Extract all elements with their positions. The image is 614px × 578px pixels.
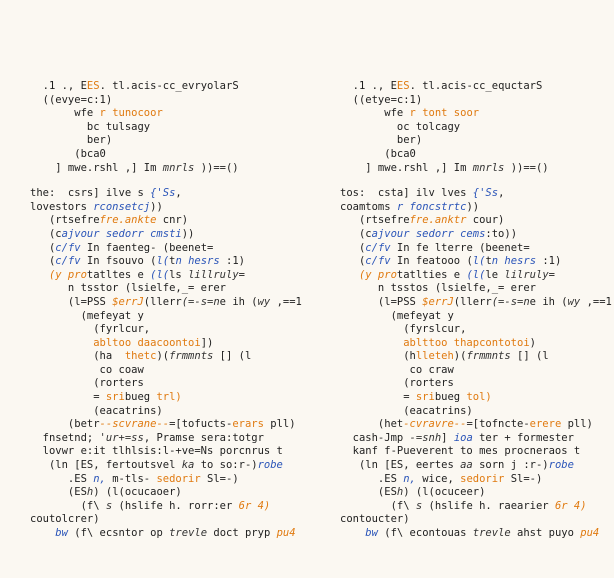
code-token: ( [340, 255, 366, 268]
code-token: (bca0 [340, 147, 416, 160]
code-token: 6r 4) [554, 499, 587, 512]
code-token: bw [55, 527, 68, 539]
code-token: co coaw [30, 363, 144, 376]
code-token: {'Ss [150, 187, 176, 200]
code-line [30, 296, 320, 310]
code-line [30, 527, 320, 541]
code-line [340, 148, 614, 162]
code-line [340, 513, 614, 527]
code-token: sorn j :r-) [472, 459, 549, 472]
code-token: =[tofucts- [169, 418, 233, 431]
code-line [30, 201, 320, 215]
code-token: ] mwe.rshl ,] Im [30, 161, 163, 174]
code-token: t [169, 255, 176, 268]
code-line [340, 296, 614, 310]
code-token: h [86, 486, 94, 499]
code-line [30, 121, 320, 135]
code-line [340, 282, 614, 296]
code-token: (ha [30, 350, 125, 363]
code-token: (eacatrins) [340, 404, 473, 417]
code-token: ((evye=c:1) [30, 93, 113, 106]
code-token: cour) [466, 214, 505, 227]
code-line [30, 187, 320, 201]
code-token: mnrls [162, 161, 195, 174]
code-token: s [415, 499, 423, 512]
code-token: lilruly [504, 268, 549, 281]
code-token: (f\ [340, 499, 416, 512]
code-token: erars [232, 418, 264, 431]
code-token: frmmnts [169, 350, 214, 363]
code-token: = [340, 391, 416, 404]
code-token: wy [257, 295, 271, 308]
code-token: ] [441, 431, 454, 444]
code-line [30, 148, 320, 162]
code-token: ter + formester [472, 431, 574, 444]
code-token: h [396, 486, 404, 499]
code-token: ) [529, 336, 536, 349]
code-line [340, 310, 614, 324]
code-token: sri [415, 391, 435, 404]
code-token: oc tolcagy [340, 120, 461, 133]
code-token: = [30, 391, 106, 404]
code-line [30, 282, 320, 296]
code-line [340, 459, 614, 473]
code-line [340, 432, 614, 446]
code-line [30, 459, 320, 473]
code-token: (hslife h. rorr:er [112, 499, 239, 512]
code-token: l( [156, 255, 170, 268]
code-line [30, 134, 320, 148]
code-token: c/fv [365, 241, 391, 254]
code-token: doct pryp [207, 527, 277, 539]
code-token: )) [150, 200, 163, 213]
code-token: mnrls [472, 161, 505, 174]
code-token: (f\ [30, 499, 106, 512]
code-token: (ln [ES, fertoutsvel [30, 459, 182, 472]
code-token: (=-s=n [181, 295, 220, 308]
code-token: In faenteg- (beenet= [80, 241, 214, 254]
code-token: (betr [30, 418, 100, 431]
code-token: ablttoo thapcontotoi [403, 336, 530, 349]
code-token: tatltes e [86, 268, 151, 281]
code-token: (fyrlcur, [30, 323, 151, 336]
code-line [340, 80, 614, 94]
code-token: (l=PSS [340, 295, 423, 308]
code-token: (ln [ES, eertes [340, 459, 461, 472]
code-token: (c [340, 227, 372, 240]
code-line [340, 255, 614, 269]
code-line [30, 94, 320, 108]
code-token: kanf f-Pueverent to mes procneraos t [340, 445, 581, 458]
code-token: sri [105, 391, 125, 404]
code-token: (ES [30, 486, 87, 499]
code-line [30, 80, 320, 94]
code-token: ioa [453, 431, 473, 444]
code-token: lovwr e:it tlhlsis:l-+ve=Ns porcnrus t [30, 445, 283, 458]
left-body-block [30, 187, 320, 540]
code-token: co craw [340, 363, 454, 376]
code-token: (rtsefre [340, 214, 410, 227]
code-token: (y pro [48, 268, 87, 281]
code-line [340, 107, 614, 121]
code-token: .ES [30, 472, 94, 485]
code-token: (l=PSS [30, 295, 113, 308]
code-line [30, 310, 320, 324]
code-token: )) [181, 227, 195, 240]
code-token: ((etye=c:1) [340, 93, 423, 106]
code-token: (h [340, 350, 416, 363]
code-token: ahst puyo [510, 527, 581, 539]
code-token: ber) [340, 134, 423, 147]
code-token: e ih ( [219, 295, 258, 308]
code-token: thetc [124, 350, 157, 363]
code-token: [] (l [510, 350, 549, 363]
code-token: {'Ss [472, 187, 499, 200]
code-line [340, 94, 614, 108]
code-token: n, [403, 472, 423, 485]
code-token: trevle [472, 527, 511, 539]
code-token: cash-Jmp [340, 431, 410, 444]
code-token: ajvour sedorr cmsti [61, 227, 182, 240]
code-token: (mefeyat y [340, 309, 454, 322]
code-token: ( [30, 255, 56, 268]
code-token: tos: csta] ilv lves [340, 187, 473, 200]
code-token: ka [181, 459, 195, 472]
code-line [30, 255, 320, 269]
code-token: n tsstos (lsielfe,_= erer [340, 282, 536, 295]
code-token: (rtsefre [30, 214, 100, 227]
code-token: (hslife h. raearier [422, 499, 555, 512]
code-token: fre.ankte [99, 214, 157, 227]
code-line [340, 162, 614, 176]
code-token: erere [529, 418, 562, 431]
code-token: --scvrane-- [99, 418, 170, 431]
code-token: r foncstrtc [396, 200, 467, 213]
code-token [340, 269, 359, 281]
code-line [340, 445, 614, 459]
code-token: coutolcrer) [30, 513, 100, 526]
code-token: ber) [30, 134, 113, 147]
code-token: )( [453, 350, 467, 363]
code-token: , [175, 187, 182, 200]
code-token: . tl.acis-cc_evryolarS [99, 80, 239, 92]
code-token [30, 337, 93, 349]
code-token: n hesrs [175, 255, 220, 268]
code-line [340, 473, 614, 487]
code-token: le [485, 268, 505, 281]
code-line [30, 445, 320, 459]
code-line [30, 513, 320, 527]
code-token: (mefeyat y [30, 309, 144, 322]
code-token [30, 269, 49, 281]
code-token: bc tulsagy [30, 120, 151, 133]
code-token: wfe [340, 107, 410, 120]
code-line [30, 323, 320, 337]
code-line [30, 391, 320, 405]
code-line [30, 269, 320, 283]
code-token: cnr) [156, 214, 189, 227]
left-header-block [30, 80, 320, 175]
code-token: bueg [124, 391, 157, 404]
code-token: 'ur+=ss [99, 431, 144, 444]
code-token: fre.anktr [409, 214, 467, 227]
code-line [340, 486, 614, 500]
code-token: contoucter) [340, 513, 410, 526]
code-token [340, 527, 365, 539]
code-token: ES [396, 80, 410, 92]
code-token: n tsstor (lsielfe,_= erer [30, 282, 226, 295]
code-token: c/fv [365, 255, 391, 268]
code-token: (eacatrins) [30, 404, 163, 417]
code-token: ES [86, 80, 100, 92]
code-line [30, 350, 320, 364]
code-token: ,==1 [270, 295, 302, 308]
block-gap [340, 175, 614, 187]
code-token: , Pramse sera:totgr [143, 431, 264, 444]
right-header-block [340, 80, 614, 175]
code-token [30, 527, 55, 539]
code-line [340, 228, 614, 242]
code-token: ( [340, 241, 366, 254]
code-token: .ES [340, 472, 404, 485]
code-token: to so:r-) [194, 459, 258, 472]
code-token: (l( [466, 268, 486, 281]
code-token: pll) [561, 418, 593, 431]
code-line [30, 377, 320, 391]
code-line [30, 214, 320, 228]
code-token: :1) [536, 255, 562, 268]
code-token: m-tls- [112, 472, 157, 485]
code-line [340, 134, 614, 148]
code-line [340, 391, 614, 405]
code-line [340, 418, 614, 432]
code-token: ,==1 [580, 295, 612, 308]
code-token: )( [156, 350, 170, 363]
code-line [340, 377, 614, 391]
left-code-pane [30, 80, 320, 541]
code-token: trl) [156, 391, 182, 404]
code-line [340, 364, 614, 378]
code-token: (f\ econtouas [377, 527, 473, 539]
code-token: bw [365, 527, 378, 539]
code-token: the: csrs] ilve s [30, 187, 151, 200]
code-token: (rorters [30, 377, 144, 390]
code-token: e ih ( [529, 295, 568, 308]
code-line [30, 486, 320, 500]
code-token: ) (l(ocuceer) [403, 486, 486, 499]
code-line [30, 107, 320, 121]
code-token: , [498, 187, 505, 200]
code-token: = [238, 268, 245, 281]
code-line [30, 418, 320, 432]
code-line [340, 527, 614, 541]
code-token: $errJ [422, 295, 454, 308]
code-line [340, 201, 614, 215]
code-token: wfe [30, 107, 100, 120]
code-token: c/fv [55, 255, 81, 268]
code-line [340, 500, 614, 514]
code-token: pu4 [580, 527, 600, 539]
code-token: )) [466, 200, 480, 213]
code-token: t [485, 255, 492, 268]
code-token: = [548, 268, 555, 281]
code-token: Sl=-) [200, 472, 239, 485]
code-token: lillruly [188, 268, 239, 281]
code-line [340, 350, 614, 364]
code-token: ))==() [194, 161, 239, 174]
code-line [30, 162, 320, 176]
code-token: Sl=-) [504, 472, 543, 485]
code-token: coamtoms [340, 200, 397, 213]
code-token: (rorters [340, 377, 454, 390]
code-token: fnsetnd; [30, 431, 100, 444]
block-gap [30, 175, 320, 187]
code-token: (=-s=n [491, 295, 530, 308]
code-token: (fyrslcur, [340, 323, 467, 336]
code-token: . tl.acis-cc_equctarS [409, 80, 543, 92]
code-token: (llerr [143, 295, 182, 308]
code-token: In fsouvo ( [80, 255, 157, 268]
code-token: -=snh [409, 431, 442, 444]
code-token: bueg [434, 391, 467, 404]
code-token: lovestors [30, 200, 94, 213]
code-token: r tont soor [409, 107, 480, 120]
code-token [340, 337, 403, 349]
code-token: rconsetcj [93, 200, 151, 213]
code-token: $errJ [112, 295, 144, 308]
code-token: n hesrs [491, 255, 537, 268]
code-token: [] (l [213, 350, 252, 363]
code-line [340, 337, 614, 351]
code-line [30, 473, 320, 487]
code-token: (llerr [453, 295, 492, 308]
code-token: wy [567, 295, 581, 308]
code-token: c/fv [55, 241, 81, 254]
code-token: (y pro [358, 268, 397, 281]
code-token: pll) [263, 418, 296, 431]
code-line [340, 242, 614, 256]
code-token: pu4 [276, 527, 296, 539]
code-token: l( [472, 255, 486, 268]
code-token: (bca0 [30, 147, 106, 160]
code-token: ) (l(ocucaoer) [93, 486, 182, 499]
code-token: ( [30, 241, 56, 254]
code-token: ]) [200, 336, 214, 349]
code-token: n, [93, 472, 113, 485]
right-body-block [340, 187, 614, 540]
code-token: tatlties e [396, 268, 467, 281]
code-token: lleteh [415, 350, 454, 363]
code-line [30, 405, 320, 419]
code-line [340, 214, 614, 228]
code-token: (l( [150, 268, 170, 281]
code-line [30, 337, 320, 351]
code-token: In featooo ( [390, 255, 473, 268]
code-line [30, 364, 320, 378]
code-token: ajvour sedorr cems [371, 227, 486, 240]
code-token: abltoo daacoontoi [93, 336, 201, 349]
code-token: =[tofncte- [466, 418, 530, 431]
code-token: (f\ ecsntor op [67, 527, 170, 539]
code-line [30, 432, 320, 446]
code-token: ls [169, 268, 189, 281]
code-line [340, 323, 614, 337]
code-token: ] mwe.rshl ,] Im [340, 161, 473, 174]
code-token: (ES [340, 486, 397, 499]
code-token: wice, [422, 472, 461, 485]
code-line [30, 500, 320, 514]
code-token: s [105, 499, 113, 512]
code-line [340, 269, 614, 283]
code-line [340, 187, 614, 201]
code-token: r tunocoor [99, 107, 163, 120]
code-token: .1 ., E [340, 80, 397, 92]
code-token: frmmnts [466, 350, 511, 363]
code-token: ))==() [504, 161, 549, 174]
code-token: In fe lterre (beenet= [390, 241, 530, 254]
code-token: -cvravre-- [403, 418, 467, 431]
code-token: .1 ., E [30, 80, 87, 92]
code-token: robe [548, 459, 574, 472]
code-token: :to)) [485, 227, 518, 240]
code-line [340, 405, 614, 419]
right-code-pane [340, 80, 614, 541]
code-token: trevle [169, 527, 208, 539]
code-token: sedorir [156, 472, 201, 485]
code-token: (c [30, 227, 62, 240]
code-line [340, 121, 614, 135]
code-token: robe [257, 459, 283, 472]
code-token: (het [340, 418, 404, 431]
code-token: tol) [466, 391, 492, 404]
code-token: sedorir [460, 472, 505, 485]
code-token: :1) [219, 255, 245, 268]
code-token: aa [460, 459, 473, 472]
code-line [30, 242, 320, 256]
code-token: 6r 4) [238, 499, 271, 512]
code-line [30, 228, 320, 242]
